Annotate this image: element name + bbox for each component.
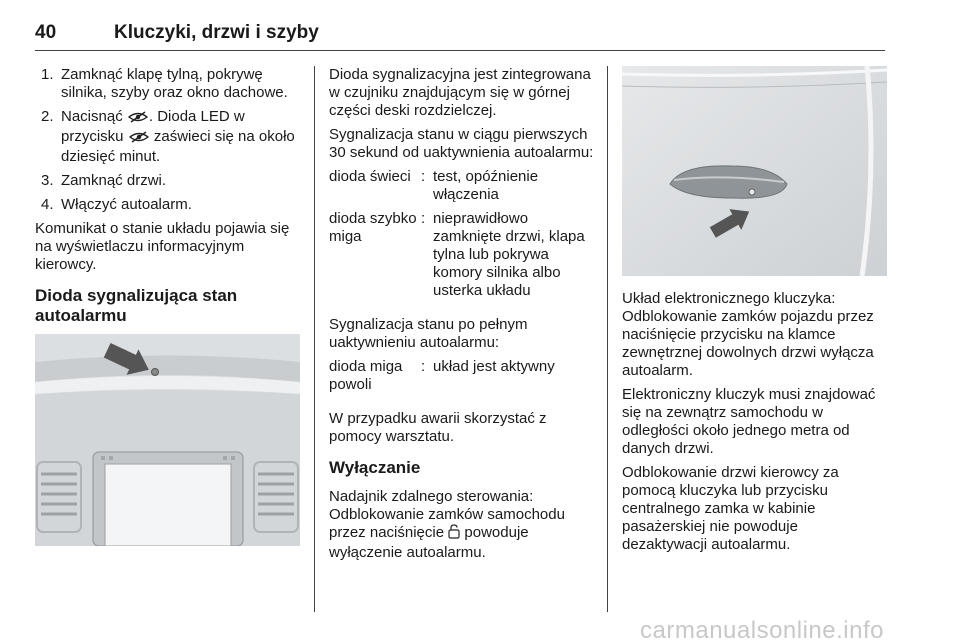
status-title-initial: Sygnalizacja stanu w ciągu pierwszych 30 sekund od uaktywnienia autoalarmu:: [329, 126, 594, 161]
status-term: dioda świeci: [329, 168, 411, 185]
status-term: dioda szybko miga: [329, 210, 417, 245]
column-divider-2: [607, 66, 608, 612]
column-divider-1: [314, 66, 315, 612]
dashboard-illustration: [35, 334, 300, 546]
header-divider: [35, 50, 885, 51]
led-intro: Dioda sygnalizacyjna jest zintegrowana w czujniku znajdującym się w górnej części deski rozdzielczej.: [329, 66, 591, 119]
dashboard-drawing: [35, 334, 300, 546]
keyless-paragraph: Układ elektronicznego kluczyka: Odblokowanie zamków pojazdu przez naciśnięcie przycisku na klamce zewnętrznej dowolnych drzwi wyłącza autoalarm.: [622, 290, 874, 379]
step-item: 3. Zamknąć drzwi.: [41, 172, 167, 189]
step-item: 1. Zamknąć klapę tylną, pokrywę silnika, szyby oraz okno dachowe.: [41, 66, 288, 101]
key-distance-paragraph: Elektroniczny kluczyk musi znajdować się na zewnątrz samochodu w odległości około jednego metra od danych drzwi.: [622, 386, 876, 457]
alarm-button-icon: [128, 130, 150, 148]
status-desc: test, opóźnienie włączenia: [433, 168, 539, 203]
section-heading-led: Dioda sygnalizująca stan autoalarmu: [35, 286, 238, 325]
status-sep: :: [421, 358, 426, 375]
status-sep: :: [421, 210, 426, 227]
section-heading-off: Wyłączanie: [329, 458, 421, 477]
page-title: Kluczyki, drzwi i szyby: [114, 22, 319, 43]
status-table-active: [329, 358, 594, 400]
column-3: [622, 66, 887, 560]
door-handle-drawing: [622, 66, 887, 276]
door-handle-illustration: [622, 66, 887, 276]
status-title-active: Sygnalizacja stanu po pełnym uaktywnieniu autoalarmu:: [329, 316, 528, 351]
step-item: 4. Włączyć autoalarm.: [41, 196, 192, 213]
status-term: dioda miga powoli: [329, 358, 403, 393]
info-paragraph: Komunikat o stanie układu pojawia się na wyświetlaczu informacyjnym kierowcy.: [35, 220, 290, 273]
driver-door-paragraph: Odblokowanie drzwi kierowcy za pomocą kluczyka lub przycisku centralnego zamka w kabinie pasażerskiej nie powoduje dezaktywacji autoalarmu.: [622, 464, 839, 553]
failure-note: W przypadku awarii skorzystać z pomocy warsztatu.: [329, 410, 547, 445]
status-sep: :: [421, 168, 426, 185]
column-1: [35, 66, 300, 546]
unlock-icon: [448, 524, 460, 544]
alarm-button-icon: [127, 110, 149, 128]
step-item: 2. Nacisnąć . Dioda LED w przycisku zaświeci się na około dziesięć minut.: [41, 108, 295, 165]
status-desc: nieprawidłowo zamknięte drzwi, klapa tylna lub pokrywa komory silnika albo usterka układu: [433, 210, 585, 299]
page-number: 40: [35, 22, 57, 43]
watermark: carmanualsonline.info: [640, 617, 884, 644]
remote-paragraph: Nadajnik zdalnego sterowania: Odblokowanie zamków samochodu przez naciśnięcie powoduje wyłączenie autoalarmu.: [329, 488, 565, 561]
steps-list: [35, 66, 300, 214]
column-2: [329, 66, 594, 568]
status-desc: układ jest aktywny: [433, 358, 555, 375]
status-table-initial: [329, 168, 594, 306]
